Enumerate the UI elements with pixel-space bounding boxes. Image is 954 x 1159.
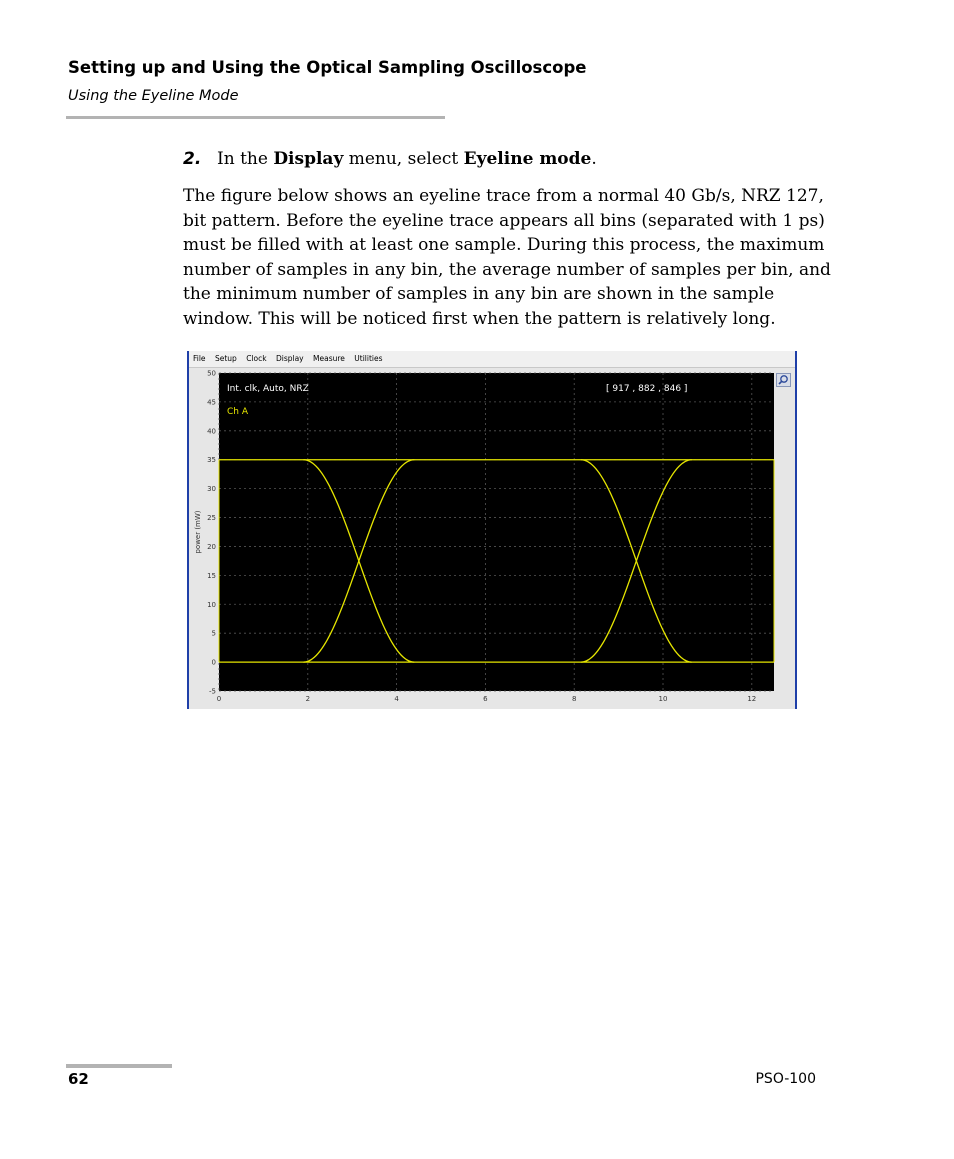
menu-utilities[interactable]: Utilities xyxy=(354,354,383,363)
header-divider xyxy=(66,116,445,119)
x-tick-label: 10 xyxy=(658,695,668,703)
step-instruction xyxy=(183,148,597,170)
product-name: PSO-100 xyxy=(755,1071,816,1087)
step-menu-name: Display xyxy=(273,149,344,169)
samples-annotation: [ 917 , 882 , 846 ] xyxy=(606,384,688,394)
y-axis-label: power (mW) xyxy=(194,510,202,554)
paragraph-line: number of samples in any bin, the average number of samples per bin, and xyxy=(183,259,831,280)
oscilloscope-screenshot xyxy=(187,351,797,709)
x-tick-label: 4 xyxy=(394,695,399,703)
x-tick-label: 12 xyxy=(747,695,757,703)
y-tick-label: 25 xyxy=(207,514,216,523)
y-tick-label: 15 xyxy=(207,571,216,580)
paragraph-line: The figure below shows an eyeline trace from a normal 40 Gb/s, NRZ 127, xyxy=(183,186,824,206)
x-tick-label: 0 xyxy=(216,695,222,703)
step-text-before: In the xyxy=(217,149,274,169)
menu-clock[interactable]: Clock xyxy=(246,354,267,363)
y-tick-label: 50 xyxy=(207,369,216,378)
y-tick-label: 35 xyxy=(207,456,216,465)
step-menu-item: Eyeline mode xyxy=(463,149,592,169)
body-paragraph xyxy=(183,184,833,332)
footer-divider xyxy=(66,1064,172,1068)
plot-background xyxy=(219,373,774,691)
y-tick-label: 10 xyxy=(207,600,216,609)
paragraph-line: must be filled with at least one sample. During this process, the maximum xyxy=(183,235,825,256)
menu-file[interactable]: File xyxy=(193,354,206,363)
step-number: 2. xyxy=(183,149,202,169)
y-tick-label: 5 xyxy=(211,629,216,638)
page-number: 62 xyxy=(68,1070,89,1088)
x-tick-label: 2 xyxy=(305,695,311,703)
y-tick-label: 0 xyxy=(211,658,216,667)
x-tick-label: 6 xyxy=(483,695,488,703)
section-title: Setting up and Using the Optical Sampling Oscilloscope xyxy=(68,58,587,77)
y-tick-label: 30 xyxy=(207,485,216,494)
y-tick-label: 45 xyxy=(207,398,216,407)
menu-measure[interactable]: Measure xyxy=(313,354,345,363)
y-tick-label: -5 xyxy=(209,687,216,696)
section-subtitle: Using the Eyeline Mode xyxy=(68,88,239,104)
paragraph-line: the minimum number of samples in any bin are shown in the sample xyxy=(183,284,775,305)
paragraph-line: bit pattern. Before the eyeline trace appears all bins (separated with 1 ps) xyxy=(183,210,825,231)
settings-annotation: Int. clk, Auto, NRZ xyxy=(227,384,309,394)
menu-setup[interactable]: Setup xyxy=(214,354,237,363)
x-tick-label: 8 xyxy=(571,695,577,703)
paragraph-line: window. This will be noticed first when the pattern is relatively long. xyxy=(183,308,776,329)
channel-annotation: Ch A xyxy=(227,407,249,417)
step-text-middle: menu, select xyxy=(343,149,464,169)
eye-diagram xyxy=(187,351,797,709)
menu-display[interactable]: Display xyxy=(275,354,304,363)
step-text-after: . xyxy=(591,149,597,169)
y-tick-label: 20 xyxy=(207,542,216,551)
y-tick-label: 40 xyxy=(207,427,216,436)
